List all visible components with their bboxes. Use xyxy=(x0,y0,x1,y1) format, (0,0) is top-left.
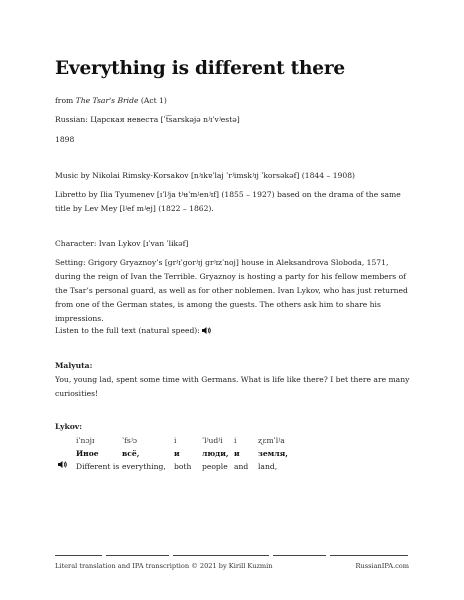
gloss-russian: земля, xyxy=(258,449,288,458)
footer-rule xyxy=(173,555,269,556)
audio-speaker-icon[interactable] xyxy=(202,325,211,332)
footer-rule xyxy=(273,555,326,556)
gloss-ipa: ʐɛmˈlʲa xyxy=(258,436,285,445)
footer-rule xyxy=(55,555,102,556)
line-audio-speaker-icon[interactable] xyxy=(58,453,67,460)
gloss-russian: Иное xyxy=(76,449,99,458)
gloss-russian: всё, xyxy=(122,449,140,458)
gloss-english: land, xyxy=(258,462,278,471)
gloss-ipa: ˈfsʲɔ xyxy=(122,436,138,445)
libretto-credit: Libretto by Ilia Tyumenev [ɪˈlʲja tʲʉˈmʲenʲɪf] (1855 – 1927) based on the drama of the same title by Lev Mey [lʲef mʲej] (1822 – 1862). xyxy=(55,190,401,213)
gloss-english: and xyxy=(234,462,249,471)
gloss-russian: и xyxy=(234,449,240,458)
page-title: Everything is different there xyxy=(55,58,345,79)
listen-line xyxy=(55,324,411,338)
malyuta-block xyxy=(55,359,411,401)
gloss-word xyxy=(174,434,191,473)
gloss-word xyxy=(258,434,288,473)
gloss-ipa: i xyxy=(174,436,177,445)
gloss-ipa: i xyxy=(234,436,237,445)
source-suffix: (Act 1) xyxy=(138,96,167,105)
music-credit: Music by Nikolai Rimsky-Korsakov [nʲɪkɐˈlaj ˈrʲimskʲɪj ˈkorsəkəf] (1844 – 1908) xyxy=(55,171,355,180)
listen-label: Listen to the full text (natural speed): xyxy=(55,326,200,335)
character-line: Character: Ivan Lykov [ɪˈvan ˈlɨkəf] xyxy=(55,239,189,248)
source-line xyxy=(55,94,411,108)
gloss-english: people xyxy=(202,462,228,471)
gloss-russian: люди, xyxy=(202,449,229,458)
gloss-word xyxy=(202,434,228,473)
setting-paragraph: Setting: Grigory Gryaznoy’s [ɡrʲɪˈɡorʲɪj ɡrʲɪzˈnoj] house in Aleksandrova Sloboda, 1571, during the reign of Ivan the Terrible. Gryaznoy is hosting a party for his fellow members of the Tsar’s personal guard, as well as for other noblemen. Ivan Lykov, who has just returned from one of the German states, is among the guests. The others ask him to share his impressions. xyxy=(55,258,408,323)
footer-rule xyxy=(106,555,169,556)
gloss-english: both xyxy=(174,462,192,471)
footer-copyright: Literal translation and IPA transcription © 2021 by Kirill Kuzmin xyxy=(55,562,273,570)
lykov-speaker: Lykov: xyxy=(55,422,83,431)
source-prefix: from xyxy=(55,96,76,105)
footer-rule xyxy=(330,555,408,556)
malyuta-speaker: Malyuta: xyxy=(55,361,93,370)
gloss-english: Different is xyxy=(76,462,120,471)
gloss-english: everything, xyxy=(122,462,166,471)
footer-site-link[interactable]: RussianIPA.com xyxy=(355,562,409,570)
russian-title-line: Russian: Царская невеста [ˈt͡sarskəjə nʲɪˈvʲestə] xyxy=(55,115,240,124)
year-line: 1898 xyxy=(55,135,75,144)
gloss-word xyxy=(122,434,166,473)
gloss-russian: и xyxy=(174,449,180,458)
gloss-ipa: ˈlʲudʲi xyxy=(202,436,223,445)
gloss-ipa: iˈnɔjɪ xyxy=(76,436,95,445)
gloss-word xyxy=(76,434,119,473)
gloss-word xyxy=(234,434,248,473)
source-work: The Tsar's Bride xyxy=(75,96,139,105)
malyuta-line: You, young lad, spent some time with Germans. What is life like there? I bet there are many curiosities! xyxy=(55,375,410,398)
